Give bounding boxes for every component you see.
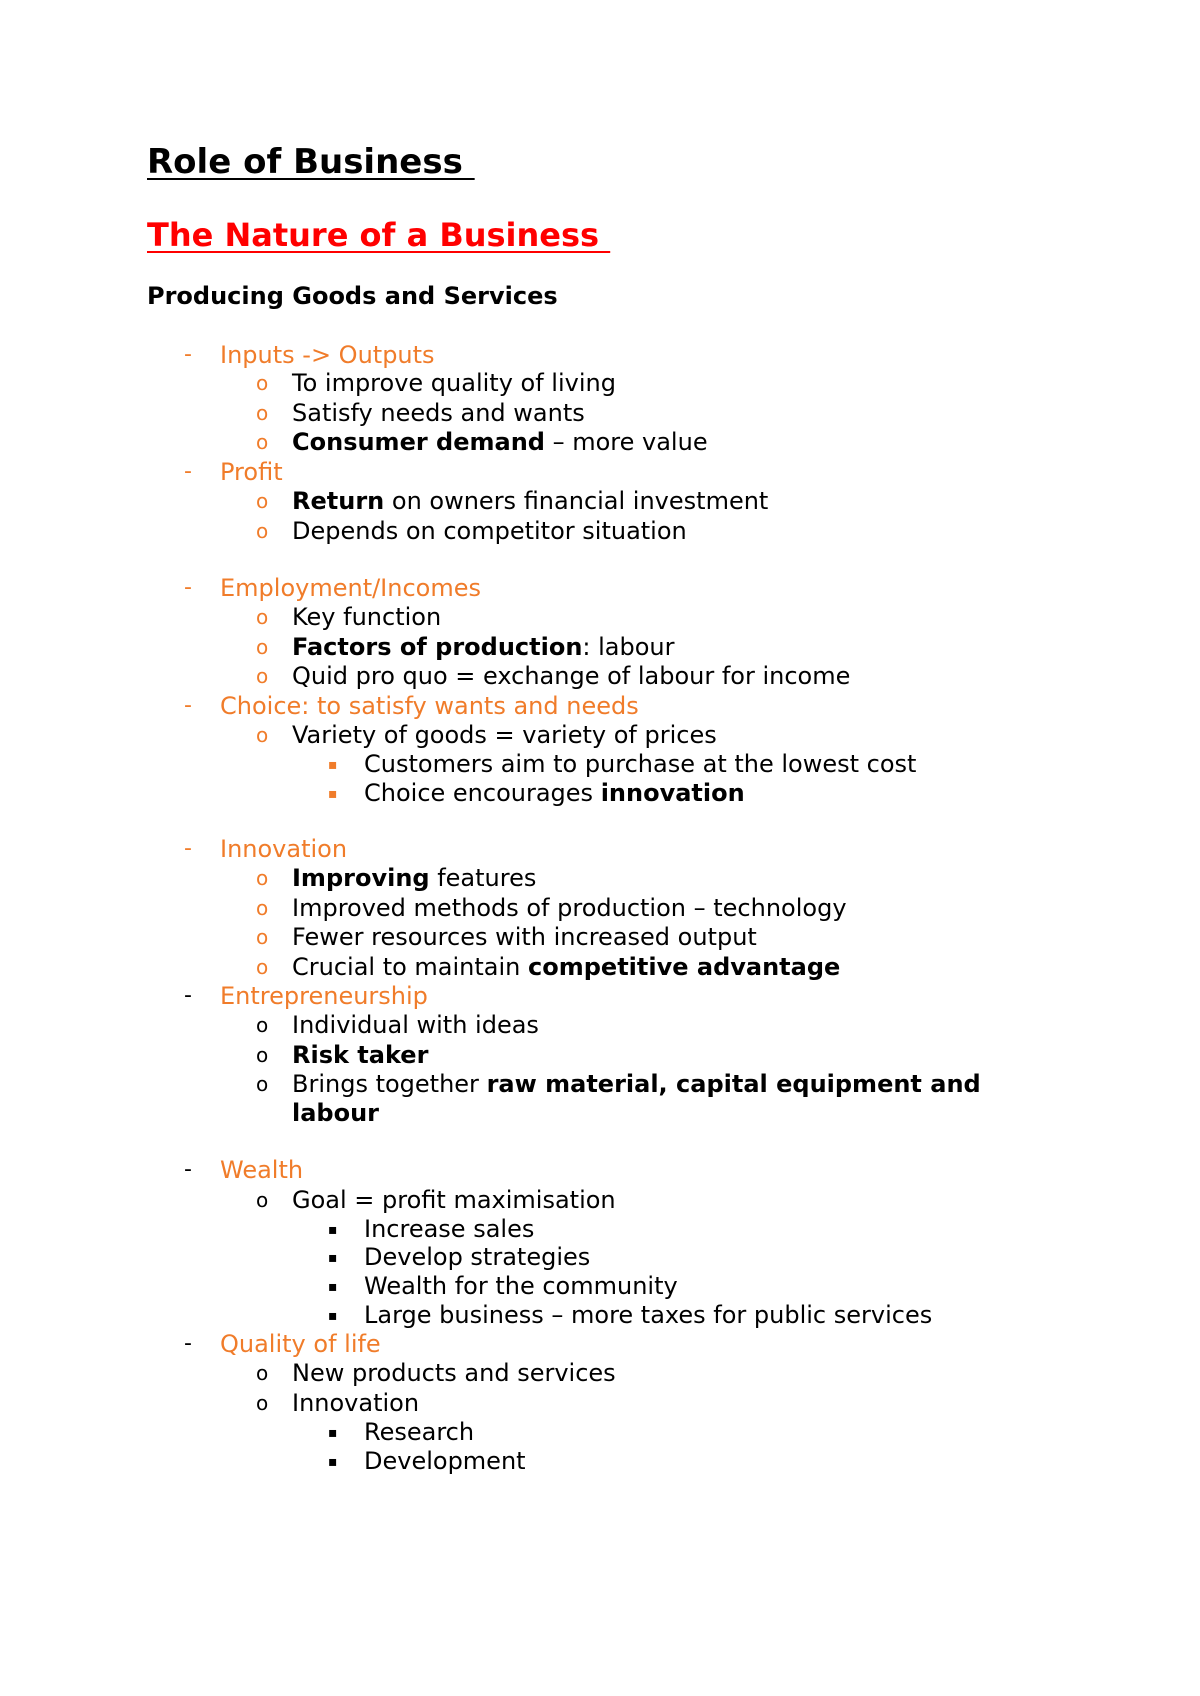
list-item-label: Inputs -> Outputs: [220, 341, 435, 369]
dash-bullet: -: [184, 836, 192, 861]
list-item-text: [292, 952, 840, 982]
circle-bullet: o: [256, 1361, 269, 1385]
item-rest: Brings together: [292, 1070, 487, 1098]
circle-bullet: o: [256, 1013, 269, 1037]
circle-bullet: o: [256, 866, 269, 890]
dash-bullet: -: [184, 342, 192, 367]
list-item-text: To improve quality of living: [292, 369, 616, 397]
bold-term: Return: [292, 487, 385, 515]
square-bullet: ▪: [328, 1454, 338, 1470]
square-bullet: ▪: [328, 1279, 338, 1295]
list-item-text: Satisfy needs and wants: [292, 399, 585, 427]
circle-bullet: o: [256, 925, 269, 949]
circle-bullet: o: [256, 371, 269, 395]
list-item-text: Quid pro quo = exchange of labour for income: [292, 662, 851, 690]
circle-bullet: o: [256, 605, 269, 629]
list-item-text: Risk taker: [292, 1041, 429, 1069]
circle-bullet: o: [256, 1391, 269, 1415]
bold-term: Factors of production: [292, 633, 583, 661]
dash-bullet: -: [184, 693, 192, 718]
square-bullet: ▪: [328, 1250, 338, 1266]
list-item-label: Entrepreneurship: [220, 982, 428, 1010]
list-item-text: New products and services: [292, 1359, 616, 1387]
circle-bullet: o: [256, 519, 269, 543]
circle-bullet: o: [256, 489, 269, 513]
list-item-text: [364, 778, 745, 808]
dash-bullet: -: [184, 575, 192, 600]
item-rest: : labour: [582, 633, 675, 661]
list-item-text: [292, 1069, 981, 1099]
circle-bullet: o: [256, 723, 269, 747]
list-item-text: [292, 427, 708, 457]
list-item-label: Choice: to satisfy wants and needs: [220, 692, 639, 720]
list-item-text: Variety of goods = variety of prices: [292, 721, 717, 749]
item-rest: features: [429, 864, 537, 892]
page-title: Role of Business: [147, 142, 475, 182]
circle-bullet: o: [256, 1043, 269, 1067]
circle-bullet: o: [256, 664, 269, 688]
item-rest: – more value: [544, 428, 708, 456]
square-bullet: ▪: [328, 786, 338, 802]
square-bullet: ▪: [328, 1308, 338, 1324]
list-item-text: Improved methods of production – technology: [292, 894, 847, 922]
bold-term: Improving: [292, 864, 430, 892]
section-title: The Nature of a Business: [147, 216, 611, 254]
list-item-text: Key function: [292, 603, 442, 631]
circle-bullet: o: [256, 1072, 269, 1096]
item-rest: on owners financial investment: [384, 487, 769, 515]
list-item-text: Customers aim to purchase at the lowest cost: [364, 750, 917, 778]
subsection-heading: Producing Goods and Services: [147, 282, 558, 310]
bold-term: raw material, capital equipment and: [486, 1070, 981, 1098]
list-item-text: Increase sales: [364, 1215, 535, 1243]
dash-bullet: -: [184, 983, 192, 1008]
circle-bullet: o: [256, 896, 269, 920]
list-item-text: [292, 863, 536, 893]
dash-bullet: -: [184, 459, 192, 484]
circle-bullet: o: [256, 955, 269, 979]
list-item-text: Large business – more taxes for public services: [364, 1301, 933, 1329]
square-bullet: ▪: [328, 757, 338, 773]
dash-bullet: -: [184, 1157, 192, 1182]
item-rest: Choice encourages: [364, 779, 601, 807]
list-item-text: Fewer resources with increased output: [292, 923, 757, 951]
circle-bullet: o: [256, 1188, 269, 1212]
list-item-text: labour: [292, 1099, 380, 1127]
circle-bullet: o: [256, 635, 269, 659]
list-item-label: Employment/Incomes: [220, 574, 481, 602]
item-rest: Crucial to maintain: [292, 953, 529, 981]
list-item-label: Quality of life: [220, 1330, 381, 1358]
list-item-text: [292, 632, 675, 662]
list-item-text: Depends on competitor situation: [292, 517, 687, 545]
square-bullet: ▪: [328, 1425, 338, 1441]
circle-bullet: o: [256, 401, 269, 425]
list-item-label: Profit: [220, 458, 283, 486]
dash-bullet: -: [184, 1331, 192, 1356]
bold-term: Consumer demand: [292, 428, 545, 456]
list-item-text: Research: [364, 1418, 475, 1446]
list-item-text: Individual with ideas: [292, 1011, 539, 1039]
list-item-text: [292, 486, 768, 516]
list-item-label: Wealth: [220, 1156, 304, 1184]
list-item-text: Develop strategies: [364, 1243, 591, 1271]
bold-term: innovation: [600, 779, 745, 807]
list-item-text: Innovation: [292, 1389, 420, 1417]
square-bullet: ▪: [328, 1222, 338, 1238]
list-item-text: Goal = profit maximisation: [292, 1186, 616, 1214]
list-item-text: Wealth for the community: [364, 1272, 678, 1300]
bold-term: competitive advantage: [528, 953, 841, 981]
circle-bullet: o: [256, 430, 269, 454]
list-item-label: Innovation: [220, 835, 348, 863]
list-item-text: Development: [364, 1447, 526, 1475]
